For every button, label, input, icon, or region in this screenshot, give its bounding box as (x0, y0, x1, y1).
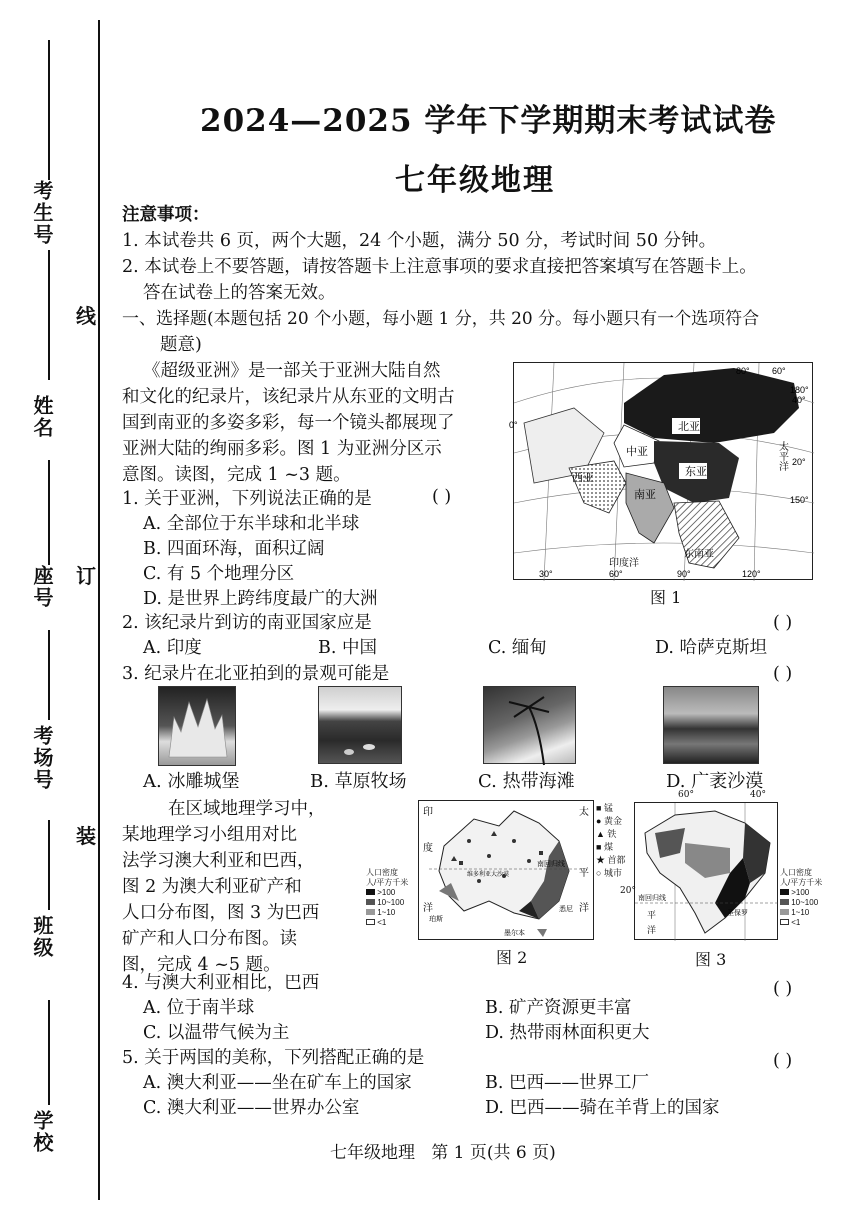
label-lat40: 40° (792, 395, 806, 405)
q1-option-d: D. 是世界上跨纬度最广的大洲 (143, 589, 378, 609)
fig3-lg4: <1 (791, 918, 801, 927)
figure-3-caption: 图 3 (695, 950, 727, 969)
intro1-line4: 亚洲大陆的绚丽多彩。图 1 为亚洲分区示 (122, 439, 442, 459)
binding-line (98, 20, 100, 1200)
figure-1-asia-map (509, 362, 813, 580)
label-lon90: 90° (677, 569, 691, 579)
label-lon30: 30° (539, 569, 553, 579)
fig3-lg2: 10~100 (791, 898, 819, 907)
q3-option-d: D. 广袤沙漠 (666, 771, 764, 792)
label-zhongya: 中亚 (626, 446, 648, 458)
legend-gold: 黄金 (603, 816, 622, 827)
label-taipingyang: 太平洋 (776, 441, 788, 471)
q2-option-a: A. 印度 (143, 638, 202, 658)
fig3-lon40: 40° (750, 790, 766, 800)
room-label: 考场号 (30, 725, 54, 791)
fig3-lon60: 60° (678, 790, 694, 800)
intro1-line1: 《超级亚洲》是一部关于亚洲大陆自然 (143, 361, 441, 381)
asia-map-svg (509, 363, 814, 581)
seat-blank (48, 460, 50, 565)
figure-3-brazil-map (634, 802, 778, 940)
q2-option-b: B. 中国 (318, 638, 377, 658)
q5-paren: ( ) (773, 1051, 793, 1071)
fig2-yang2: 洋 (579, 903, 589, 914)
fig2-yang: 洋 (423, 903, 433, 914)
fig3-lg3: 1~10 (791, 908, 810, 917)
photo-grassland (318, 686, 402, 764)
legend-city: 城市 (603, 868, 622, 879)
room-blank (48, 630, 50, 720)
q2-option-c: C. 缅甸 (488, 638, 547, 658)
fig2-lg3: 1~10 (377, 908, 396, 917)
fig2-legend-unit: 人/平方千米 (366, 878, 409, 887)
fig3-yang: 洋 (647, 926, 657, 936)
order-char: 订 (76, 564, 96, 588)
fig2-sydney: 悉尼 (559, 905, 573, 913)
intro2-line5: 人口分布图，图 3 为巴西 (122, 903, 320, 923)
bind-char: 装 (76, 824, 96, 848)
label-lat0: 0° (509, 420, 518, 430)
label-lat20: 20° (792, 457, 806, 467)
label-dongya: 东亚 (685, 466, 707, 478)
label-yinduyang: 印度洋 (609, 558, 639, 569)
fig2-desert: 维多利亚大沙漠 (467, 871, 510, 878)
fig3-density-legend (780, 868, 822, 928)
name-blank (48, 250, 50, 380)
fig3-legend-unit: 人/平方千米 (780, 878, 823, 887)
class-blank (48, 820, 50, 910)
q2-paren: ( ) (773, 613, 793, 633)
seat-label: 座号 (30, 565, 54, 609)
label-lon80: 80° (736, 366, 750, 376)
fig2-perth: 珀斯 (429, 915, 443, 923)
fig2-lg4: <1 (377, 918, 387, 927)
exam-title: 2024—2025 学年下学期期末考试试卷 (200, 103, 777, 139)
q4-option-b: B. 矿产资源更丰富 (485, 998, 632, 1018)
q3-paren: ( ) (773, 664, 793, 684)
q4-option-d: D. 热带雨林面积更大 (485, 1023, 650, 1043)
note-1: 1. 本试卷共 6 页，两个大题，24 个小题，满分 50 分，考试时间 50 分钟。 (122, 231, 717, 251)
label-xiya: 西亚 (572, 472, 594, 484)
label-lon120: 120° (742, 569, 761, 579)
intro2-line6: 矿产和人口分布图。读 (122, 929, 297, 949)
legend-coal: 煤 (603, 842, 613, 853)
q2-stem: 2. 该纪录片到访的南亚国家应是 (122, 613, 372, 633)
q5-option-b: B. 巴西——世界工厂 (485, 1073, 649, 1093)
label-lon60b: 60° (609, 569, 623, 579)
q3-stem: 3. 纪录片在北亚拍到的景观可能是 (122, 664, 390, 684)
fig3-lg1: >100 (791, 888, 810, 897)
fig3-legend-title: 人口密度 (780, 868, 812, 877)
school-blank (48, 1000, 50, 1105)
fig2-mineral-legend: ■ 锰 ● 黄金 ▲ 铁 ■ 煤 ★ 首都 ○ 城市 (596, 803, 626, 879)
label-nanya: 南亚 (634, 489, 656, 501)
q5-option-c: C. 澳大利亚——世界办公室 (143, 1098, 360, 1118)
intro1-line3: 国到南亚的多姿多彩，每一个镜头都展现了 (122, 413, 455, 433)
intro2-line1: 在区域地理学习中， (168, 799, 326, 819)
name-label: 姓名 (30, 395, 54, 439)
q1-stem: 1. 关于亚洲，下列说法正确的是 (122, 489, 372, 509)
fig3-ping: 平 (647, 911, 657, 921)
brazil-map-svg (635, 803, 779, 941)
fig2-lg2: 10~100 (377, 898, 405, 907)
fig3-lat20: 20° (620, 886, 636, 896)
figure-2-australia-map (418, 800, 594, 940)
fig2-tropic: 南回归线 (537, 860, 565, 868)
intro2-line2: 某地理学习小组用对比 (122, 825, 297, 845)
q5-option-d: D. 巴西——骑在羊背上的国家 (485, 1098, 720, 1118)
q3-option-a: A. 冰雕城堡 (143, 771, 240, 792)
line-char: 线 (76, 304, 96, 328)
fig2-lg1: >100 (377, 888, 396, 897)
fig3-city: 圣保罗 (727, 909, 748, 917)
exam-no-blank (48, 40, 50, 180)
fig3-tropic: 南回归线 (638, 894, 666, 902)
figure-1-caption: 图 1 (650, 588, 682, 607)
q5-option-a: A. 澳大利亚——坐在矿车上的国家 (143, 1073, 412, 1093)
q1-option-c: C. 有 5 个地理分区 (143, 564, 295, 584)
intro1-line2: 和文化的纪录片，该纪录片从东亚的文明古 (122, 387, 455, 407)
fig2-legend-title: 人口密度 (366, 868, 398, 877)
notes-heading: 注意事项： (122, 205, 210, 225)
label-lon60: 60° (772, 366, 786, 376)
q3-option-c: C. 热带海滩 (478, 771, 575, 792)
photo-desert (663, 686, 759, 764)
legend-mn: 锰 (603, 803, 613, 813)
fig2-melb: 墨尔本 (504, 929, 525, 937)
australia-map-svg (419, 801, 595, 941)
q4-option-c: C. 以温带气候为主 (143, 1023, 290, 1043)
figure-2-caption: 图 2 (496, 948, 528, 967)
school-label: 学校 (30, 1110, 54, 1154)
exam-no-label: 考生号 (30, 180, 54, 246)
label-dongnanya: 东南亚 (684, 549, 714, 560)
q4-stem: 4. 与澳大利亚相比，巴西 (122, 973, 320, 993)
fig2-tai: 太 (579, 807, 589, 818)
fig2-yin: 印 (423, 807, 433, 818)
note-2b: 答在试卷上的答案无效。 (143, 283, 336, 303)
q5-stem: 5. 关于两国的美称，下列搭配正确的是 (122, 1048, 425, 1068)
label-lon150: 150° (790, 495, 809, 505)
photo-ice-castle (158, 686, 236, 766)
intro2-line4: 图 2 为澳大利亚矿产和 (122, 877, 302, 897)
legend-capital: 首都 (607, 855, 626, 866)
intro2-line7: 图，完成 4 ~5 题。 (122, 955, 281, 975)
fig2-ping: 平 (579, 868, 589, 879)
class-label: 班级 (30, 915, 54, 959)
section1-line1: 一、选择题(本题包括 20 个小题，每小题 1 分，共 20 分。每小题只有一个选项符合 (122, 309, 760, 329)
fig2-du: 度 (423, 843, 433, 854)
intro1-line5: 意图。读图，完成 1 ~3 题。 (122, 465, 351, 485)
label-lon180: 180° (790, 385, 809, 395)
photo-tropical-beach (483, 686, 576, 764)
q1-option-a: A. 全部位于东半球和北半球 (143, 514, 360, 534)
legend-iron: 铁 (607, 829, 617, 840)
fig2-density-legend (366, 868, 408, 928)
page-footer: 七年级地理 第 1 页(共 6 页) (330, 1143, 556, 1163)
note-2a: 2. 本试卷上不要答题，请按答题卡上注意事项的要求直接把答案填写在答题卡上。 (122, 257, 757, 277)
intro2-line3: 法学习澳大利亚和巴西， (122, 851, 315, 871)
q1-option-b: B. 四面环海，面积辽阔 (143, 539, 325, 559)
q3-option-b: B. 草原牧场 (310, 771, 407, 792)
q4-paren: ( ) (773, 979, 793, 999)
q2-option-d: D. 哈萨克斯坦 (655, 638, 768, 658)
q1-paren: ( ) (432, 487, 452, 507)
q4-option-a: A. 位于南半球 (143, 998, 255, 1018)
exam-subtitle: 七年级地理 (395, 163, 555, 198)
label-beiya: 北亚 (678, 421, 700, 433)
section1-line2: 题意) (160, 335, 202, 355)
